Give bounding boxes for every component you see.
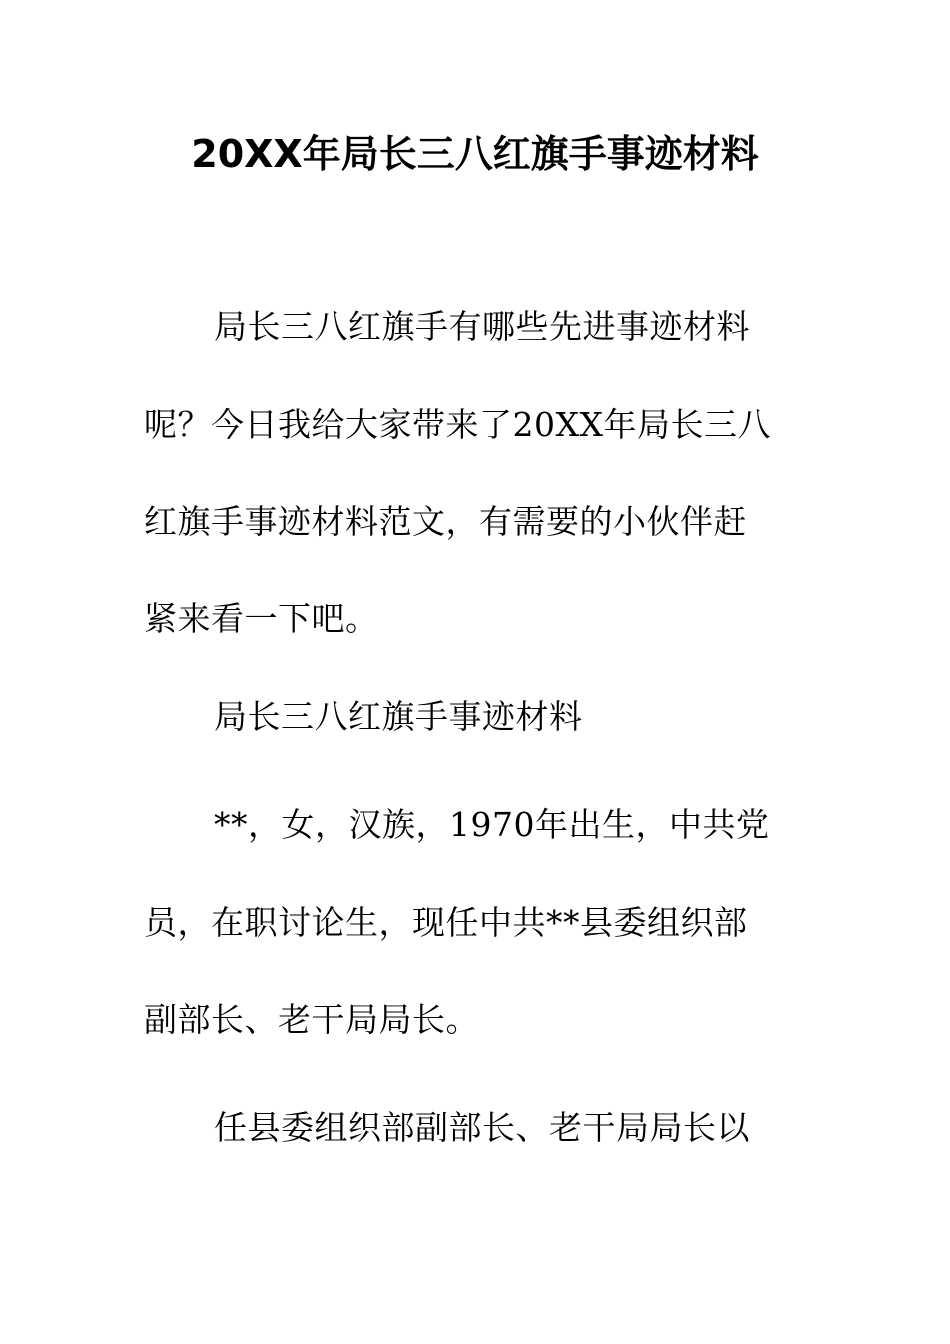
paragraph-1-line-2: 呢？今日我给大家带来了20XX年局长三八 — [144, 405, 771, 444]
paragraph-2-line-1: **，女，汉族，1970年出生，中共党 — [214, 805, 770, 844]
paragraph-2-line-2: 员，在职讨论生，现任中共**县委组织部 — [144, 903, 748, 942]
paragraph-2-line-3: 副部长、老干局局长。 — [144, 1000, 479, 1039]
section-heading: 局长三八红旗手事迹材料 — [214, 697, 583, 736]
paragraph-1-line-3: 红旗手事迹材料范文，有需要的小伙伴赶 — [144, 502, 747, 541]
paragraph-1-line-4: 紧来看一下吧。 — [144, 599, 379, 638]
paragraph-3-line-1: 任县委组织部副部长、老干局局长以 — [214, 1108, 750, 1147]
paragraph-1-line-1: 局长三八红旗手有哪些先进事迹材料 — [214, 307, 750, 346]
document-title: 20XX年局长三八红旗手事迹材料 — [191, 132, 759, 176]
